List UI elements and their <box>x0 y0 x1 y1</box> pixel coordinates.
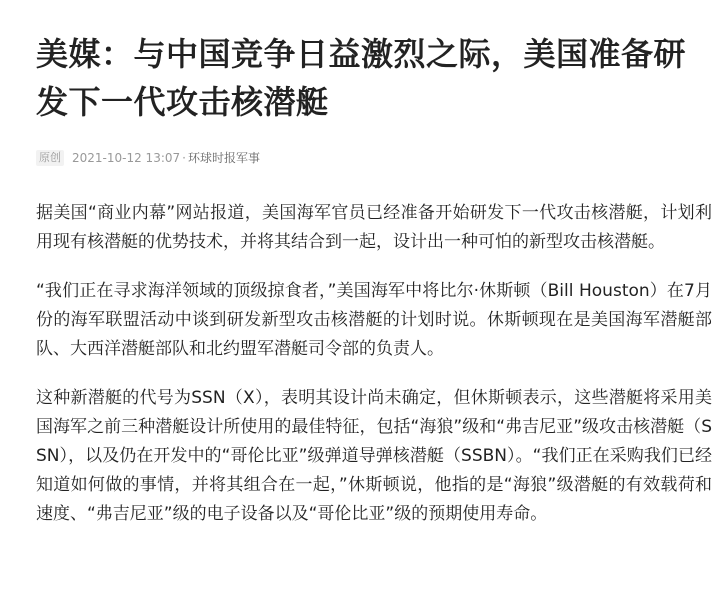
article-body <box>36 199 712 529</box>
article-meta <box>36 149 712 167</box>
original-badge: 原创 <box>36 150 64 166</box>
source-link[interactable]: 环球时报军事 <box>187 151 260 165</box>
meta-separator: · <box>182 151 186 165</box>
paragraph: “我们正在寻求海洋领域的顶级掠食者，”美国海军中将比尔·休斯顿（Bill Houston）在7月份的海军联盟活动中谈到研发新型攻击核潜艇的计划时说。休斯顿现在是美国海军潜艇部队、大西洋潜艇部队和北约盟军潜艇司令部的负责人。 <box>36 281 712 359</box>
paragraph: 这种新潜艇的代号为SSN（X），表明其设计尚未确定，但休斯顿表示，这些潜艇将采用美国海军之前三种潜艇设计所使用的最佳特征，包括“海狼”级和“弗吉尼亚”级攻击核潜艇（SSN），以及仍在开发中的“哥伦比亚”级弹道导弹核潜艇（SSBN）。“我们正在采购我们已经知道如何做的事情，并将其组合在一起，”休斯顿说，他指的是“海狼”级潜艇的有效载荷和速度、“弗吉尼亚”级的电子设备以及“哥伦比亚”级的预期使用寿命。 <box>36 388 712 524</box>
publish-datetime: 2021-10-12 13:07 <box>72 151 181 165</box>
paragraph: 据美国“商业内幕”网站报道，美国海军官员已经准备开始研发下一代攻击核潜艇，计划利用现有核潜艇的优势技术，并将其结合到一起，设计出一种可怕的新型攻击核潜艇。 <box>36 203 712 252</box>
article <box>36 30 712 549</box>
article-title: 美媒：与中国竞争日益激烈之际，美国准备研发下一代攻击核潜艇 <box>36 35 687 121</box>
